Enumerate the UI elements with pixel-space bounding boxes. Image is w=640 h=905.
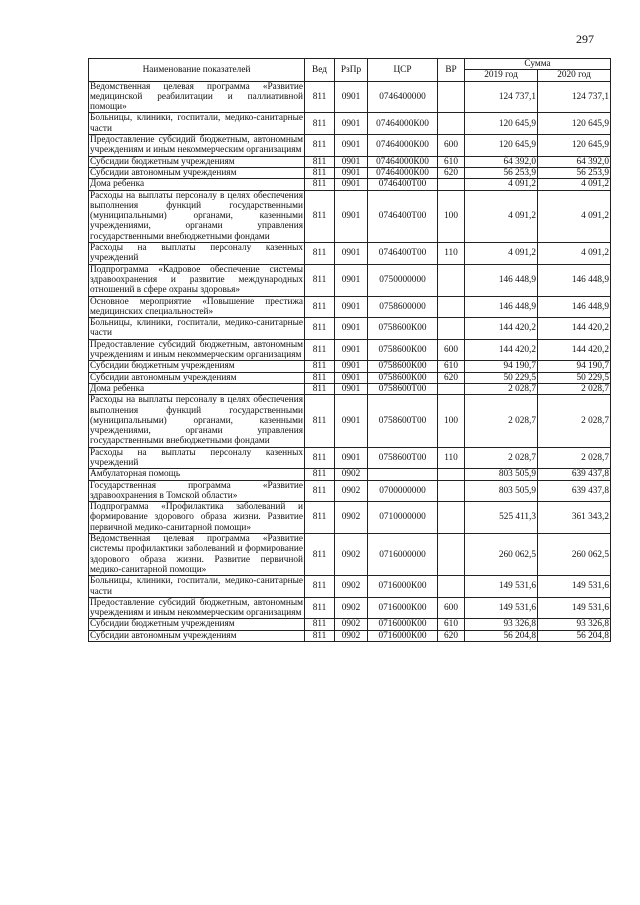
cell-vr: 620 <box>438 372 465 383</box>
cell-name: Подпрограмма «Профилактика заболеваний и формирование здорового образа жизни. Развитие первичной медико-санитарной помощи» <box>90 502 303 533</box>
cell-vr: 110 <box>438 447 465 469</box>
cell-rzpr: 0902 <box>335 597 368 619</box>
cell-csr: 0758600Т00 <box>368 447 438 469</box>
header-year-2019: 2019 год <box>465 70 538 81</box>
header-year-2020: 2020 год <box>538 70 611 81</box>
cell-rzpr: 0901 <box>335 156 368 167</box>
cell-name: Государственная программа «Развитие здравоохранения в Томской области» <box>90 480 303 501</box>
cell-ved: 811 <box>305 619 335 630</box>
cell-csr: 0758600Т00 <box>368 383 438 394</box>
cell-vr: 620 <box>438 167 465 178</box>
cell-csr: 07464000К00 <box>368 135 438 157</box>
header-ved: Вед <box>305 59 335 82</box>
cell-rzpr: 0901 <box>335 318 368 340</box>
cell-rzpr: 0901 <box>335 243 368 265</box>
cell-ved: 811 <box>305 135 335 157</box>
cell-ved: 811 <box>305 243 335 265</box>
cell-ved: 811 <box>305 630 335 641</box>
table-row <box>89 597 611 619</box>
cell-sum-2019: 260 062,5 <box>465 534 538 576</box>
table-row <box>89 190 611 242</box>
cell-sum-2020: 2 028,7 <box>538 447 611 469</box>
cell-sum-2020: 144 420,2 <box>538 318 611 340</box>
cell-csr: 0710000000 <box>368 502 438 534</box>
cell-sum-2020: 124 737,1 <box>538 81 611 113</box>
cell-vr <box>438 296 465 318</box>
cell-vr: 600 <box>438 597 465 619</box>
table-row <box>89 469 611 480</box>
cell-sum-2020: 120 645,9 <box>538 135 611 157</box>
cell-name: Дома ребенка <box>89 179 305 190</box>
cell-sum-2020: 4 091,2 <box>538 243 611 265</box>
cell-csr: 0758600К00 <box>368 361 438 372</box>
budget-table <box>88 58 611 642</box>
cell-sum-2019: 149 531,6 <box>465 576 538 598</box>
cell-sum-2019: 4 091,2 <box>465 243 538 265</box>
cell-rzpr: 0901 <box>335 81 368 113</box>
cell-ved: 811 <box>305 361 335 372</box>
cell-rzpr: 0902 <box>335 502 368 534</box>
cell-name: Больницы, клиники, госпитали, медико-санитарные части <box>90 318 303 339</box>
cell-rzpr: 0902 <box>335 619 368 630</box>
cell-csr: 0746400000 <box>368 81 438 113</box>
cell-name: Подпрограмма «Кадровое обеспечение системы здравоохранения и развитие международных отношений в сфере охраны здоровья» <box>90 264 303 296</box>
cell-vr <box>438 469 465 480</box>
cell-sum-2020: 56 204,8 <box>538 630 611 641</box>
cell-rzpr: 0901 <box>335 264 368 296</box>
cell-vr <box>438 264 465 296</box>
cell-sum-2019: 2 028,7 <box>465 447 538 469</box>
cell-csr: 07464000К00 <box>368 156 438 167</box>
cell-csr: 0716000К00 <box>368 597 438 619</box>
cell-name: Основное мероприятие «Повышение престижа медицинских специальностей» <box>90 296 303 317</box>
cell-sum-2019: 4 091,2 <box>465 179 538 190</box>
cell-name: Субсидии автономным учреждениям <box>89 167 305 178</box>
cell-sum-2019: 146 448,9 <box>465 296 538 318</box>
cell-rzpr: 0902 <box>335 576 368 598</box>
cell-vr <box>438 480 465 502</box>
table-row <box>89 619 611 630</box>
cell-sum-2019: 56 204,8 <box>465 630 538 641</box>
cell-csr: 0716000К00 <box>368 630 438 641</box>
cell-vr <box>438 113 465 135</box>
cell-vr <box>438 179 465 190</box>
table-row <box>89 361 611 372</box>
cell-name: Предоставление субсидий бюджетным, автономным учреждениям и иным некоммерческим организациям <box>90 597 303 619</box>
cell-sum-2020: 56 253,9 <box>538 167 611 178</box>
header-rzpr: РзПр <box>335 59 368 82</box>
cell-sum-2020: 639 437,8 <box>538 469 611 480</box>
page-number: 297 <box>576 32 594 46</box>
cell-name: Расходы на выплаты персоналу казенных учреждений <box>90 243 303 264</box>
cell-rzpr: 0901 <box>335 361 368 372</box>
cell-sum-2020: 50 229,5 <box>538 372 611 383</box>
table-row <box>89 534 611 576</box>
cell-ved: 811 <box>305 372 335 383</box>
cell-vr: 620 <box>438 630 465 641</box>
header-vr: ВР <box>438 59 465 82</box>
cell-sum-2019: 120 645,9 <box>465 135 538 157</box>
table-row <box>89 502 611 534</box>
cell-csr: 0758600Т00 <box>368 395 438 447</box>
table-row <box>89 264 611 296</box>
table-row <box>89 395 611 447</box>
cell-sum-2019: 93 326,8 <box>465 619 538 630</box>
cell-vr <box>438 81 465 113</box>
cell-ved: 811 <box>305 339 335 361</box>
table-row <box>89 156 611 167</box>
cell-rzpr: 0901 <box>335 372 368 383</box>
cell-sum-2019: 803 505,9 <box>465 480 538 502</box>
cell-name: Расходы на выплаты персоналу казенных учреждений <box>90 447 303 468</box>
cell-csr: 0746400Т00 <box>368 243 438 265</box>
cell-vr: 600 <box>438 135 465 157</box>
cell-ved: 811 <box>305 296 335 318</box>
cell-ved: 811 <box>305 264 335 296</box>
cell-ved: 811 <box>305 318 335 340</box>
cell-sum-2020: 639 437,8 <box>538 480 611 502</box>
cell-csr: 0750000000 <box>368 264 438 296</box>
cell-vr: 610 <box>438 156 465 167</box>
cell-csr: 0746400Т00 <box>368 190 438 242</box>
cell-ved: 811 <box>305 597 335 619</box>
cell-rzpr: 0901 <box>335 167 368 178</box>
cell-vr: 100 <box>438 395 465 447</box>
cell-rzpr: 0901 <box>335 447 368 469</box>
table-row <box>89 167 611 178</box>
cell-name: Дома ребенка <box>89 383 305 394</box>
table-row <box>89 339 611 361</box>
cell-name: Ведомственная целевая программа «Развитие медицинской реабилитации и паллиативной помощи» <box>90 81 303 113</box>
cell-rzpr: 0901 <box>335 383 368 394</box>
cell-rzpr: 0901 <box>335 296 368 318</box>
cell-name: Субсидии бюджетным учреждениям <box>89 361 305 372</box>
cell-name: Амбулаторная помощь <box>89 469 305 480</box>
cell-vr <box>438 534 465 576</box>
cell-rzpr: 0902 <box>335 469 368 480</box>
cell-ved: 811 <box>305 113 335 135</box>
cell-name: Больницы, клиники, госпитали, медико-санитарные части <box>90 576 303 597</box>
header-sum: Сумма <box>465 59 611 70</box>
cell-csr: 0700000000 <box>368 480 438 502</box>
cell-name: Субсидии автономным учреждениям <box>89 630 305 641</box>
cell-csr: 0758600К00 <box>368 318 438 340</box>
cell-ved: 811 <box>305 156 335 167</box>
cell-sum-2019: 120 645,9 <box>465 113 538 135</box>
cell-sum-2019: 56 253,9 <box>465 167 538 178</box>
cell-ved: 811 <box>305 534 335 576</box>
table-row <box>89 576 611 598</box>
cell-sum-2019: 50 229,5 <box>465 372 538 383</box>
table-row <box>89 243 611 265</box>
cell-csr: 07464000К00 <box>368 113 438 135</box>
cell-name: Ведомственная целевая программа «Развитие системы профилактики заболеваний и формирование здорового образа жизни. Развитие первичной медико-санитарной помощи» <box>90 534 303 575</box>
cell-csr: 0716000К00 <box>368 576 438 598</box>
table-row <box>89 372 611 383</box>
cell-rzpr: 0901 <box>335 339 368 361</box>
cell-ved: 811 <box>305 469 335 480</box>
cell-rzpr: 0901 <box>335 179 368 190</box>
table-row <box>89 318 611 340</box>
cell-rzpr: 0901 <box>335 135 368 157</box>
cell-ved: 811 <box>305 480 335 502</box>
cell-sum-2020: 146 448,9 <box>538 296 611 318</box>
cell-csr <box>368 469 438 480</box>
cell-ved: 811 <box>305 383 335 394</box>
cell-name: Расходы на выплаты персоналу в целях обеспечения выполнения функций государственными (муниципальными) органами, казенными учреждениями, органами управления государственными внебюджетными фондами <box>90 395 303 447</box>
cell-csr: 0746400Т00 <box>368 179 438 190</box>
cell-vr <box>438 502 465 534</box>
table-body <box>89 81 611 641</box>
header-name: Наименование показателей <box>89 59 305 82</box>
cell-sum-2019: 146 448,9 <box>465 264 538 296</box>
cell-sum-2020: 144 420,2 <box>538 339 611 361</box>
cell-vr: 100 <box>438 190 465 242</box>
cell-sum-2019: 2 028,7 <box>465 395 538 447</box>
cell-sum-2020: 4 091,2 <box>538 190 611 242</box>
table-row <box>89 630 611 641</box>
cell-sum-2020: 2 028,7 <box>538 395 611 447</box>
table-row <box>89 447 611 469</box>
cell-vr: 600 <box>438 339 465 361</box>
cell-csr: 0716000К00 <box>368 619 438 630</box>
cell-sum-2020: 93 326,8 <box>538 619 611 630</box>
cell-sum-2020: 2 028,7 <box>538 383 611 394</box>
header-csr: ЦСР <box>368 59 438 82</box>
cell-rzpr: 0901 <box>335 190 368 242</box>
cell-ved: 811 <box>305 167 335 178</box>
cell-name: Предоставление субсидий бюджетным, автономным учреждениям и иным некоммерческим организациям <box>90 135 303 156</box>
cell-vr <box>438 383 465 394</box>
cell-ved: 811 <box>305 179 335 190</box>
cell-sum-2020: 149 531,6 <box>538 597 611 619</box>
cell-sum-2020: 120 645,9 <box>538 113 611 135</box>
cell-vr <box>438 318 465 340</box>
cell-rzpr: 0902 <box>335 480 368 502</box>
table-row <box>89 135 611 157</box>
cell-rzpr: 0901 <box>335 395 368 447</box>
cell-csr: 0758600000 <box>368 296 438 318</box>
cell-sum-2019: 64 392,0 <box>465 156 538 167</box>
cell-sum-2019: 144 420,2 <box>465 339 538 361</box>
cell-sum-2019: 144 420,2 <box>465 318 538 340</box>
cell-name: Субсидии автономным учреждениям <box>89 372 305 383</box>
cell-sum-2019: 2 028,7 <box>465 383 538 394</box>
cell-vr: 610 <box>438 619 465 630</box>
cell-sum-2020: 94 190,7 <box>538 361 611 372</box>
table-row <box>89 383 611 394</box>
cell-sum-2020: 146 448,9 <box>538 264 611 296</box>
cell-sum-2019: 149 531,6 <box>465 597 538 619</box>
cell-rzpr: 0902 <box>335 630 368 641</box>
cell-name: Больницы, клиники, госпитали, медико-санитарные части <box>90 113 303 134</box>
table-row <box>89 179 611 190</box>
cell-name: Предоставление субсидий бюджетным, автономным учреждениям и иным некоммерческим организациям <box>90 339 303 361</box>
cell-sum-2019: 525 411,3 <box>465 502 538 534</box>
table-row <box>89 296 611 318</box>
cell-csr: 07464000К00 <box>368 167 438 178</box>
cell-vr: 110 <box>438 243 465 265</box>
cell-csr: 0758600К00 <box>368 339 438 361</box>
cell-csr: 0716000000 <box>368 534 438 576</box>
cell-rzpr: 0902 <box>335 534 368 576</box>
cell-rzpr: 0901 <box>335 113 368 135</box>
table-row <box>89 81 611 113</box>
cell-name: Субсидии бюджетным учреждениям <box>89 619 305 630</box>
cell-vr <box>438 576 465 598</box>
table-row <box>89 113 611 135</box>
cell-sum-2020: 64 392,0 <box>538 156 611 167</box>
cell-sum-2019: 4 091,2 <box>465 190 538 242</box>
cell-ved: 811 <box>305 502 335 534</box>
cell-sum-2020: 149 531,6 <box>538 576 611 598</box>
cell-ved: 811 <box>305 576 335 598</box>
cell-sum-2020: 4 091,2 <box>538 179 611 190</box>
cell-sum-2020: 361 343,2 <box>538 502 611 534</box>
cell-ved: 811 <box>305 190 335 242</box>
cell-sum-2019: 803 505,9 <box>465 469 538 480</box>
cell-ved: 811 <box>305 81 335 113</box>
cell-sum-2019: 94 190,7 <box>465 361 538 372</box>
cell-ved: 811 <box>305 395 335 447</box>
cell-sum-2019: 124 737,1 <box>465 81 538 113</box>
cell-csr: 0758600К00 <box>368 372 438 383</box>
cell-name: Расходы на выплаты персоналу в целях обеспечения выполнения функций государственными (муниципальными) органами, казенными учреждениями, органами управления государственными внебюджетными фондами <box>90 190 303 242</box>
cell-sum-2020: 260 062,5 <box>538 534 611 576</box>
cell-name: Субсидии бюджетным учреждениям <box>89 156 305 167</box>
cell-vr: 610 <box>438 361 465 372</box>
table-row <box>89 480 611 502</box>
cell-ved: 811 <box>305 447 335 469</box>
